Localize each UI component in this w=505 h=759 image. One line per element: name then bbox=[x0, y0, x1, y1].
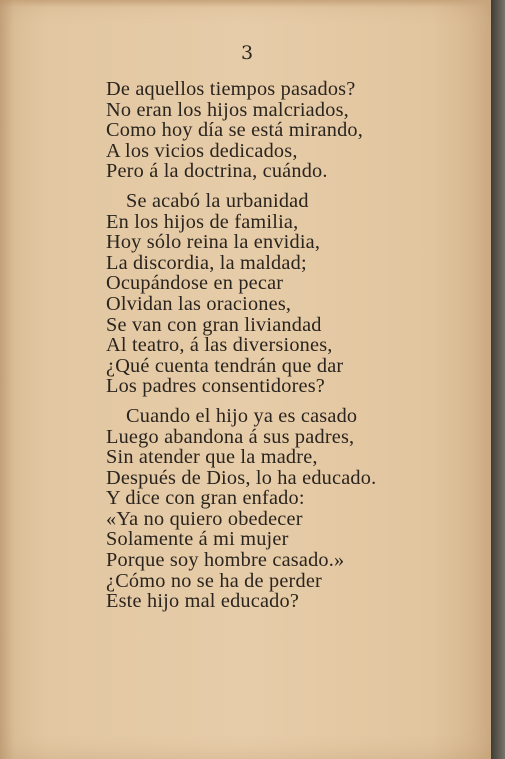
poem-line: Y dice con gran enfado: bbox=[106, 487, 305, 510]
poem-line: En los hijos de familia, bbox=[106, 210, 299, 233]
poem-line: Solamente á mi mujer bbox=[106, 528, 289, 551]
poem-line: Se van con gran liviandad bbox=[106, 313, 322, 336]
poem-line: De aquellos tiempos pasados? bbox=[106, 78, 356, 100]
poem-line: Sin atender que la madre, bbox=[106, 446, 318, 469]
page-top-edge bbox=[0, 0, 491, 7]
scanner-background-edge bbox=[491, 0, 505, 759]
poem-line: Pero á la doctrina, cuándo. bbox=[106, 160, 328, 183]
poem-line: Como hoy día se está mirando, bbox=[106, 119, 364, 142]
poem-line: ¿Cómo no se ha de perder bbox=[106, 569, 322, 592]
page-number: 3 bbox=[240, 42, 254, 64]
poem-line: Olvidan las oraciones, bbox=[106, 292, 292, 315]
poem-line: Ocupándose en pecar bbox=[106, 272, 284, 295]
poem-line: ¿Qué cuenta tendrán que dar bbox=[106, 354, 344, 377]
poem-line: La discordia, la maldad; bbox=[106, 251, 307, 274]
poem-line: «Ya no quiero obedecer bbox=[106, 507, 303, 530]
page-fold-shadow bbox=[0, 0, 14, 759]
poem-line: Después de Dios, lo ha educado. bbox=[106, 466, 377, 489]
stanza-1 bbox=[106, 79, 486, 182]
poem-text bbox=[106, 79, 486, 612]
poem-line: A los vicios dedicados, bbox=[106, 139, 298, 162]
stanza-2 bbox=[106, 191, 486, 397]
poem-line: No eran los hijos malcriados, bbox=[106, 98, 349, 121]
poem-line: Hoy sólo reina la envidia, bbox=[106, 231, 321, 254]
poem-line: Luego abandona á sus padres, bbox=[106, 425, 355, 448]
poem-line: Este hijo mal educado? bbox=[106, 590, 300, 613]
poem-line: Se acabó la urbanidad bbox=[126, 189, 309, 212]
poem-line: Los padres consentidores? bbox=[106, 375, 326, 398]
stanza-3 bbox=[106, 406, 486, 612]
poem-line: Cuando el hijo ya es casado bbox=[126, 404, 358, 427]
poem-line: Porque soy hombre casado.» bbox=[106, 549, 345, 572]
poem-line: Al teatro, á las diversiones, bbox=[106, 334, 333, 357]
